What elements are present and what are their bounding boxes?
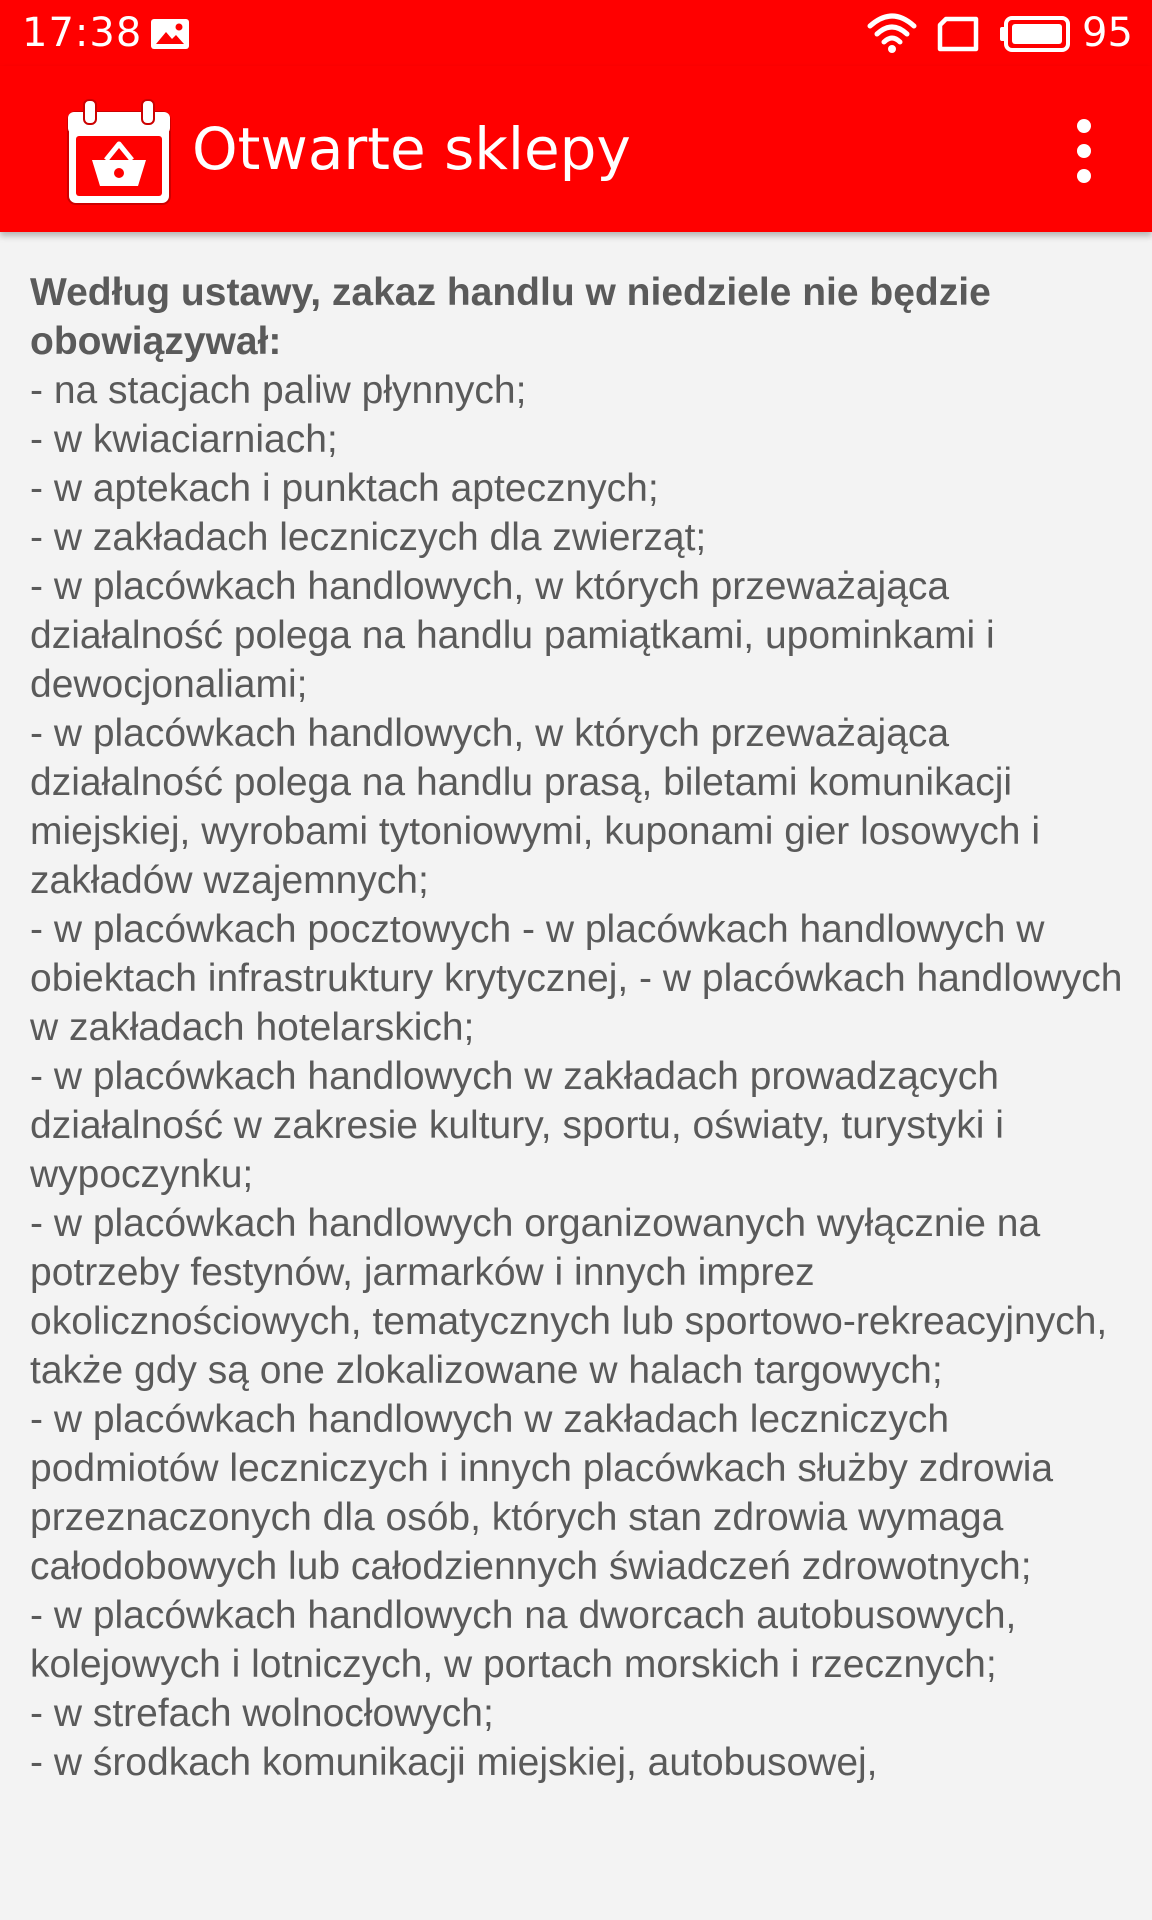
list-item: - w placówkach handlowych w zakładach leczniczych podmiotów leczniczych i innych placówkach służby zdrowia przeznaczonych dla osób, których stan zdrowia wymaga całodobowych lub całodziennych świadczeń zdrowotnych;	[30, 1398, 1054, 1588]
list-item: - w placówkach handlowych w zakładach prowadzących działalność w zakresie kultury, sportu, oświaty, turystyki i wypoczynku;	[30, 1055, 1004, 1196]
list-item: - w placówkach pocztowych - w placówkach handlowych w obiektach infrastruktury krytycznej, - w placówkach handlowych w zakładach hotelarskich;	[30, 908, 1123, 1049]
list-item: - w aptekach i punktach aptecznych;	[30, 467, 659, 510]
more-vert-icon[interactable]	[1056, 114, 1112, 188]
list-item: - w zakładach leczniczych dla zwierząt;	[30, 516, 707, 559]
list-item: - w środkach komunikacji miejskiej, autobusowej,	[30, 1741, 878, 1784]
battery-level: 95	[1082, 10, 1133, 56]
list-item: - w placówkach handlowych na dworcach autobusowych, kolejowych i lotniczych, w portach morskich i rzecznych;	[30, 1594, 1017, 1686]
list-item: - w kwiaciarniach;	[30, 418, 338, 461]
list-item: - w strefach wolnocłowych;	[30, 1692, 494, 1735]
app-title: Otwarte sklepy	[192, 115, 631, 183]
list-item: - w placówkach handlowych, w których przeważająca działalność polega na handlu pamiątkami, upominkami i dewocjonaliami;	[30, 565, 995, 706]
exceptions-text	[30, 268, 1128, 1787]
content-heading: Według ustawy, zakaz handlu w niedziele nie będzie obowiązywał:	[30, 271, 991, 363]
wifi-icon	[866, 12, 918, 54]
battery-icon	[1000, 16, 1070, 52]
list-item: - w placówkach handlowych, w których przeważająca działalność polega na handlu prasą, biletami komunikacji miejskiej, wyrobami tytoniowymi, kuponami gier losowych i zakładów wzajemnych;	[30, 712, 1041, 902]
status-time: 17:38	[22, 10, 143, 56]
list-item: - na stacjach paliw płynnych;	[30, 369, 527, 412]
screen-icon	[936, 16, 980, 52]
calendar-basket-icon[interactable]	[62, 94, 176, 208]
status-bar	[0, 0, 1152, 66]
app-bar	[0, 66, 1152, 232]
list-item: - w placówkach handlowych organizowanych wyłącznie na potrzeby festynów, jarmarków i innych imprez okolicznościowych, tematycznych lub sportowo-rekreacyjnych, także gdy są one zlokalizowane w halach targowych;	[30, 1202, 1108, 1392]
image-notification-icon	[150, 18, 190, 50]
